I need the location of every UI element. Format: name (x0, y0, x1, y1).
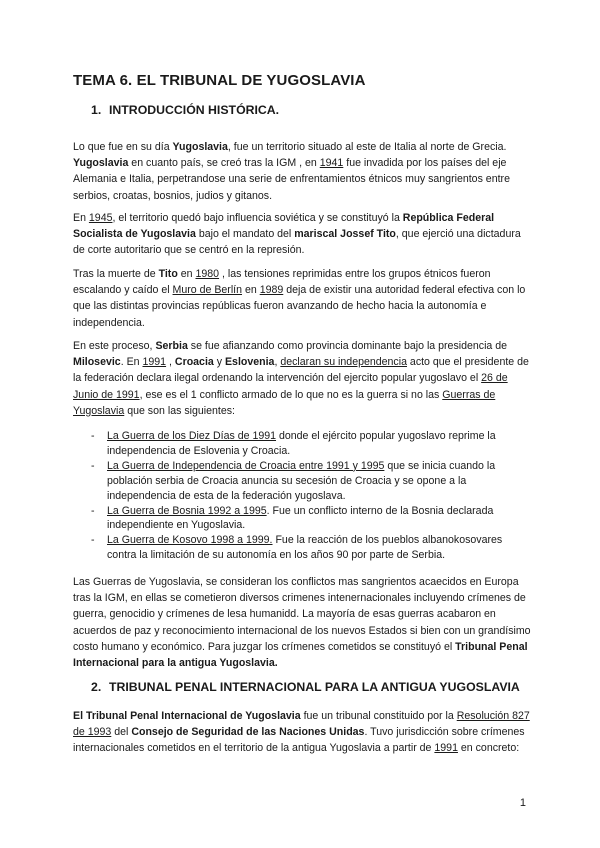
paragraph-tribunal (73, 708, 535, 757)
text-run: , (166, 356, 175, 369)
text-run: Fue la reacción de los pueblos albanokosovares contra la limitación de su autonomía en los años 90 por parte de Serbia. (107, 534, 503, 562)
bold-term: Tribunal Penal Internacional para la antigua Yugoslavia. (73, 640, 528, 670)
bold-term: Serbia (155, 340, 188, 352)
list-dash: - (91, 430, 95, 442)
text-run: en concreto: (457, 742, 520, 755)
bold-term: Yugoslavia (73, 157, 129, 170)
text-run: Las Guerras de Yugoslavia, se consideran los conflictos mas sangrientos acaecidos en Europa tras la IGM, en ellas se cometieron diversos crimenes intenernacionales incluyendo crímenes de guerra, genocidio y crímenes de lesa humanidd. La mayoría de esas guerras acabaron en acuerdos de paz y reconocimiento internacional de los nuevos Estados si bien con un grandísimo costo humano y económico. Para juzgar los crímenes cometidos se constituyó el (73, 576, 531, 653)
underlined-term: 1991 (434, 742, 458, 755)
section-number: 2. (91, 680, 102, 694)
text-run: En este proceso, (73, 340, 156, 352)
text-run: . En (120, 356, 143, 369)
list-item (91, 504, 531, 534)
underlined-term: Guerras de Yugoslavia (73, 388, 496, 417)
list-dash: - (91, 459, 95, 472)
text-run: que se inicia cuando la población serbia de Croacia anuncia su secesión de Croacia y se opone a la independencia de esta de la federación yugoslava. (107, 459, 496, 502)
section-number: 1. (91, 103, 102, 117)
text-run: donde el ejército popular yugoslavo reprime la independencia de Eslovenia y Croacia. (107, 430, 496, 457)
text-run: , las tensiones reprimidas entre los grupos étnicos fueron escalando y caído el (73, 268, 491, 297)
text-run: deja de existir una autoridad federal efectiva con lo que las distintas provincias repúblicas fueron avanzando de hecho hacia la autonomía e independencia. (73, 284, 526, 329)
list-dash: - (91, 534, 95, 547)
list-item (91, 533, 531, 563)
bold-term: mariscal Jossef Tito (294, 228, 396, 241)
bold-term: Yugoslavia (172, 141, 228, 153)
text-run: del (111, 726, 132, 739)
text-run: En (73, 212, 89, 224)
text-run: Lo que fue en su día (73, 141, 173, 153)
page-number: 1 (519, 797, 526, 809)
underlined-term: declaran su independencia (280, 356, 407, 369)
underlined-term: La Guerra de Independencia de Croacia entre 1991 y 1995 (107, 459, 385, 472)
bold-term: El Tribunal Penal Internacional de Yugoslavia (73, 710, 301, 722)
text-run: acto que el presidente de la federación declara ilegal ordenando la intervención del ejercito popular yugoslavo el (73, 356, 529, 385)
underlined-term: La Guerra de los Diez Días de 1991 (107, 430, 277, 442)
paragraph-serbia (73, 338, 535, 419)
text-run: . Fue un conflicto interno de la Bosnia declarada independiente en Yugoslavia. (107, 504, 494, 532)
text-run: bajo el mandato del (195, 228, 295, 241)
bold-term: Eslovenia (224, 356, 275, 369)
bold-term: República Federal Socialista de Yugoslavia (73, 212, 495, 241)
paragraph-intro (73, 139, 535, 204)
text-run: fue un tribunal constituido por la (300, 710, 457, 722)
text-run: fue invadida por los países del eje Alemania e Italia, perpetrandose una serie de enfrentamientos étnicos muy sangrientos entre serbios, croatas, bosnios, judios y gitanos. (73, 157, 510, 202)
text-run: en (177, 268, 196, 280)
underlined-term: La Guerra de Kosovo 1998 a 1999. (107, 534, 273, 547)
text-run: , fue un territorio situado al este de Italia al norte de Grecia. (227, 141, 507, 153)
underlined-term: La Guerra de Bosnia 1992 a 1995 (107, 504, 267, 517)
text-run: se fue afianzando como provincia dominante bajo la presidencia de (187, 340, 508, 352)
section-title: TRIBUNAL PENAL INTERNACIONAL PARA LA ANTIGUA YUGOSLAVIA (109, 680, 520, 694)
list-item (91, 459, 531, 504)
section-heading-1 (91, 103, 279, 117)
text-run: , (274, 356, 281, 369)
list-item (91, 429, 531, 459)
text-run: , el territorio quedó bajo influencia soviética y se constituyó la (112, 212, 403, 224)
list-dash: - (91, 504, 95, 517)
text-run: y (213, 356, 225, 369)
text-run: en (242, 284, 260, 297)
underlined-term: Resolución 827 de 1993 (73, 710, 530, 739)
text-run: en cuanto país, se creó tras la IGM , en (128, 157, 320, 170)
bold-term: Consejo de Seguridad de las Naciones Unidas (131, 726, 365, 739)
paragraph-tito (73, 266, 535, 331)
underlined-term: 1989 (259, 284, 284, 297)
wars-list (91, 429, 531, 563)
text-run: . Tuvo jurisdicción sobre crímenes internacionales cometidos en el territorio de la antigua Yugoslavia a partir de (73, 726, 525, 755)
bold-term: Croacia (174, 356, 214, 369)
section-heading-2 (91, 680, 520, 694)
paragraph-guerras (73, 574, 535, 671)
underlined-term: 1991 (142, 356, 167, 369)
text-run: , que ejerció una dictadura de corte autoritario que se centró en la represión. (73, 228, 521, 257)
underlined-term: Muro de Berlín (172, 284, 243, 297)
underlined-term: 1980 (195, 268, 220, 280)
underlined-term: 26 de Junio de 1991 (73, 372, 508, 401)
bold-term: Tito (158, 268, 178, 280)
text-run: Tras la muerte de (73, 268, 159, 280)
text-run: , ese es el 1 conflicto armado de lo que no es la guerra si no las (139, 388, 443, 401)
bold-term: Milosevic (73, 356, 121, 369)
text-run: que son las siguientes: (124, 404, 235, 417)
underlined-term: 1941 (319, 157, 344, 170)
section-title: INTRODUCCIÓN HISTÓRICA. (109, 103, 280, 117)
document-title: TEMA 6. EL TRIBUNAL DE YUGOSLAVIA (73, 72, 366, 89)
paragraph-1945 (73, 210, 535, 259)
underlined-term: 1945 (88, 212, 113, 224)
